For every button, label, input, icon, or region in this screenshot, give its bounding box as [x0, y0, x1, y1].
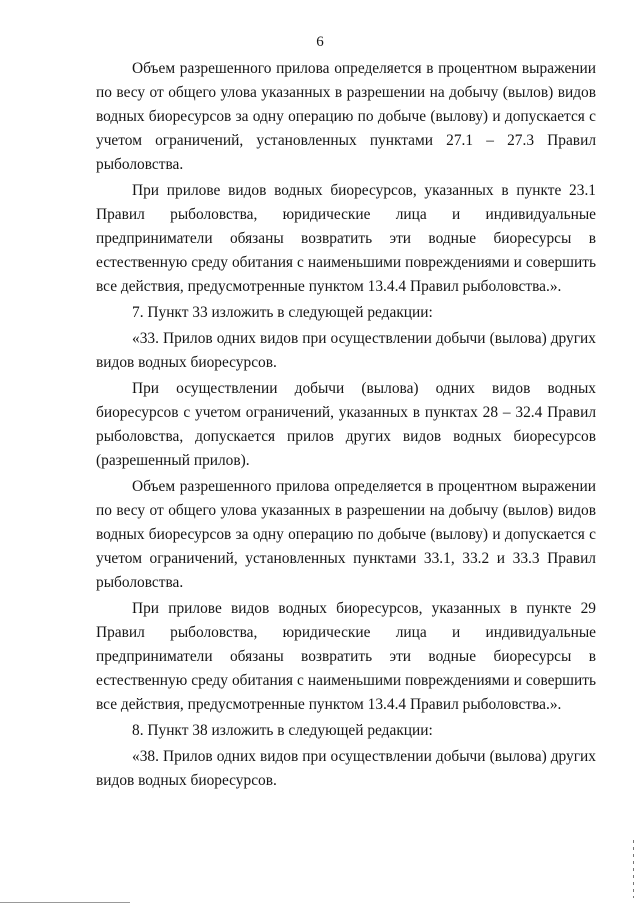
scan-bottom-line — [0, 902, 130, 903]
paragraph: При осуществлении добычи (вылова) одних видов водных биоресурсов с учетом ограничений, указанных в пунктах 28 – 32.4 Правил рыболовства, допускается прилов других видов водных биоресурсов (разрешенный прилов). — [96, 380, 596, 469]
document-body — [96, 57, 596, 795]
paragraph: При прилове видов водных биоресурсов, указанных в пункте 23.1 Правил рыболовства, юридические лица и индивидуальные предприниматели обязаны возвратить эти водные биоресурсы в естественную среду обитания с наименьшими повреждениями и совершить все действия, предусмотренные пунктом 13.4.4 Правил рыболовства.». — [96, 182, 596, 295]
paragraph: «38. Прилов одних видов при осуществлении добычи (вылова) других видов водных биоресурсов. — [96, 748, 596, 789]
scan-edge-mark — [633, 840, 634, 898]
page-number: 6 — [316, 34, 324, 50]
paragraph: Объем разрешенного прилова определяется в процентном выражении по весу от общего улова указанных в разрешении на добычу (вылов) видов водных биоресурсов за одну операцию по добыче (вылову) и допускается с учетом ограничений, установленных пунктами 27.1 – 27.3 Правил рыболовства. — [96, 60, 596, 173]
paragraph: «33. Прилов одних видов при осуществлении добычи (вылова) других видов водных биоресурсов. — [96, 330, 596, 371]
paragraph: При прилове видов водных биоресурсов, указанных в пункте 29 Правил рыболовства, юридические лица и индивидуальные предприниматели обязаны возвратить эти водные биоресурсы в естественную среду обитания с наименьшими повреждениями и совершить все действия, предусмотренные пунктом 13.4.4 Правил рыболовства.». — [96, 600, 596, 713]
paragraph: 8. Пункт 38 изложить в следующей редакции: — [132, 722, 433, 739]
paragraph: 7. Пункт 33 изложить в следующей редакции: — [132, 304, 433, 321]
paragraph: Объем разрешенного прилова определяется в процентном выражении по весу от общего улова указанных в разрешении на добычу (вылов) видов водных биоресурсов за одну операцию по добыче (вылову) и допускается с учетом ограничений, установленных пунктами 33.1, 33.2 и 33.3 Правил рыболовства. — [96, 478, 596, 591]
